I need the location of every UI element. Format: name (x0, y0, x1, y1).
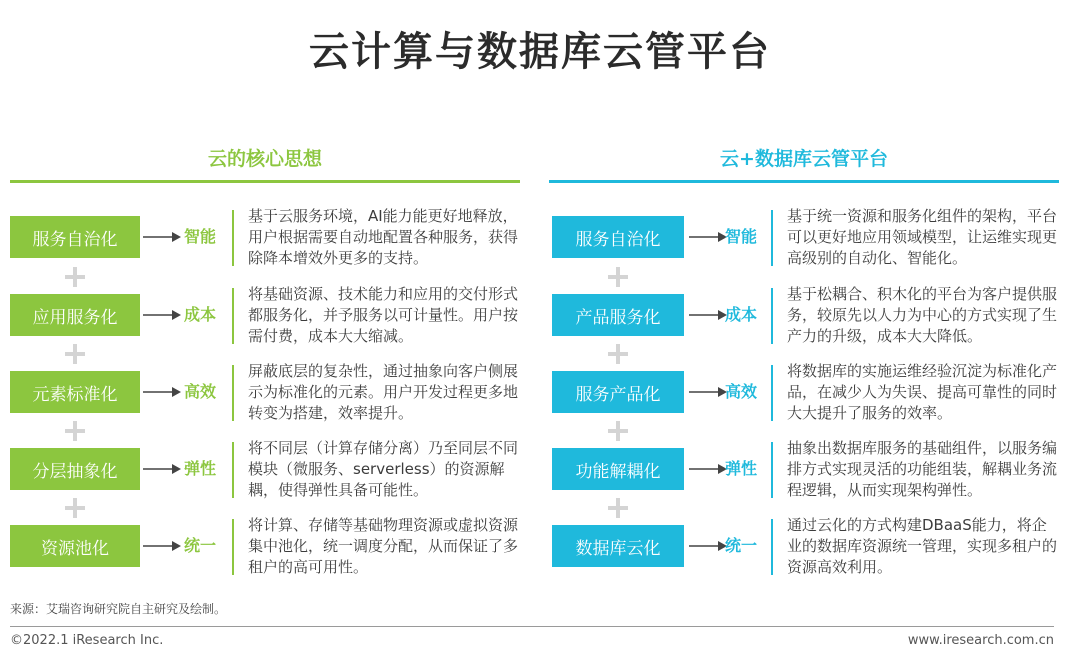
platform-description: 通过云化的方式构建DBaaS能力，将企业的数据库资源统一管理，实现多租户的资源高效利用。 (787, 516, 1058, 576)
right-arrow-icon (689, 309, 727, 321)
separator-line (232, 210, 234, 266)
separator-line (771, 442, 773, 498)
platform-label-box: 数据库云化 (552, 525, 684, 567)
separator-line (232, 519, 234, 575)
idea-keyword: 统一 (184, 536, 217, 555)
idea-label-box: 元素标准化 (10, 371, 140, 413)
platform-label-box: 功能解耦化 (552, 448, 684, 490)
platform-keyword: 统一 (725, 536, 758, 555)
idea-description: 基于云服务环境，AI能力能更好地释放，用户根据需要自动地配置各种服务，获得除降本增效外更多的支持。 (248, 207, 519, 267)
idea-label-box: 资源池化 (10, 525, 140, 567)
idea-label-box: 服务自治化 (10, 216, 140, 258)
platform-row (549, 208, 1059, 266)
platform-keyword: 成本 (725, 305, 758, 324)
platform-description: 基于统一资源和服务化组件的架构，平台可以更好地应用领域模型，让运维实现更高级别的自动化、智能化。 (787, 207, 1058, 267)
right-arrow-icon (143, 386, 181, 398)
separator-line (232, 288, 234, 344)
idea-row (10, 517, 520, 575)
plus-icon (608, 421, 628, 441)
source-note: 来源：艾瑞咨询研究院自主研究及绘制。 (10, 602, 227, 616)
platform-keyword: 高效 (725, 382, 758, 401)
idea-keyword: 弹性 (184, 459, 217, 478)
platform-description: 将数据库的实施运维经验沉淀为标准化产品，在减少人为失误、提高可靠性的同时大大提升了服务的效率。 (787, 362, 1058, 422)
idea-description: 将基础资源、技术能力和应用的交付形式都服务化，并予服务以可计量性。用户按需付费，成本大大缩减。 (248, 285, 519, 345)
separator-line (771, 519, 773, 575)
right-arrow-icon (689, 231, 727, 243)
idea-row (10, 208, 520, 266)
idea-keyword: 高效 (184, 382, 217, 401)
footer-divider (10, 626, 1054, 627)
platform-row (549, 517, 1059, 575)
plus-icon (65, 498, 85, 518)
copyright-text: ©2022.1 iResearch Inc. (10, 633, 164, 648)
column-heading: 云的核心思想 (207, 148, 322, 170)
platform-description: 基于松耦合、积木化的平台为客户提供服务，较原先以人力为中心的方式实现了生产力的升级，成本大大降低。 (787, 285, 1058, 345)
plus-icon (608, 267, 628, 287)
right-arrow-icon (143, 463, 181, 475)
platform-label-box: 产品服务化 (552, 294, 684, 336)
right-arrow-icon (143, 309, 181, 321)
idea-description: 将计算、存储等基础物理资源或虚拟资源集中池化，统一调度分配，从而保证了多租户的高可用性。 (248, 516, 519, 576)
platform-label-box: 服务产品化 (552, 371, 684, 413)
platform-row (549, 363, 1059, 421)
website-link[interactable]: www.iresearch.com.cn (907, 633, 1054, 648)
db-cloud-platform-column (549, 140, 1059, 580)
idea-keyword: 智能 (184, 227, 217, 246)
platform-row (549, 440, 1059, 498)
idea-description: 屏蔽底层的复杂性，通过抽象向客户侧展示为标准化的元素。用户开发过程更多地转变为搭建，效率提升。 (248, 362, 519, 422)
heading-divider (549, 180, 1059, 183)
right-arrow-icon (143, 231, 181, 243)
idea-label-box: 分层抽象化 (10, 448, 140, 490)
platform-description: 抽象出数据库服务的基础组件，以服务编排方式实现灵活的功能组装，解耦业务流程逻辑，从而实现架构弹性。 (787, 439, 1058, 499)
idea-label-box: 应用服务化 (10, 294, 140, 336)
plus-icon (65, 344, 85, 364)
plus-icon (65, 267, 85, 287)
separator-line (771, 288, 773, 344)
right-arrow-icon (143, 540, 181, 552)
heading-divider (10, 180, 520, 183)
idea-row (10, 363, 520, 421)
platform-keyword: 智能 (725, 227, 758, 246)
separator-line (771, 210, 773, 266)
core-ideas-column (10, 140, 520, 580)
idea-description: 将不同层（计算存储分离）乃至同层不同模块（微服务、serverless）的资源解耦，使得弹性具备可能性。 (248, 439, 519, 499)
platform-keyword: 弹性 (725, 459, 758, 478)
platform-label-box: 服务自治化 (552, 216, 684, 258)
plus-icon (65, 421, 85, 441)
separator-line (232, 442, 234, 498)
idea-row (10, 286, 520, 344)
column-heading: 云+数据库云管平台 (720, 148, 888, 170)
right-arrow-icon (689, 463, 727, 475)
idea-row (10, 440, 520, 498)
separator-line (232, 365, 234, 421)
right-arrow-icon (689, 386, 727, 398)
right-arrow-icon (689, 540, 727, 552)
plus-icon (608, 344, 628, 364)
plus-icon (608, 498, 628, 518)
separator-line (771, 365, 773, 421)
idea-keyword: 成本 (184, 305, 217, 324)
page-title: 云计算与数据库云管平台 (309, 29, 771, 75)
platform-row (549, 286, 1059, 344)
